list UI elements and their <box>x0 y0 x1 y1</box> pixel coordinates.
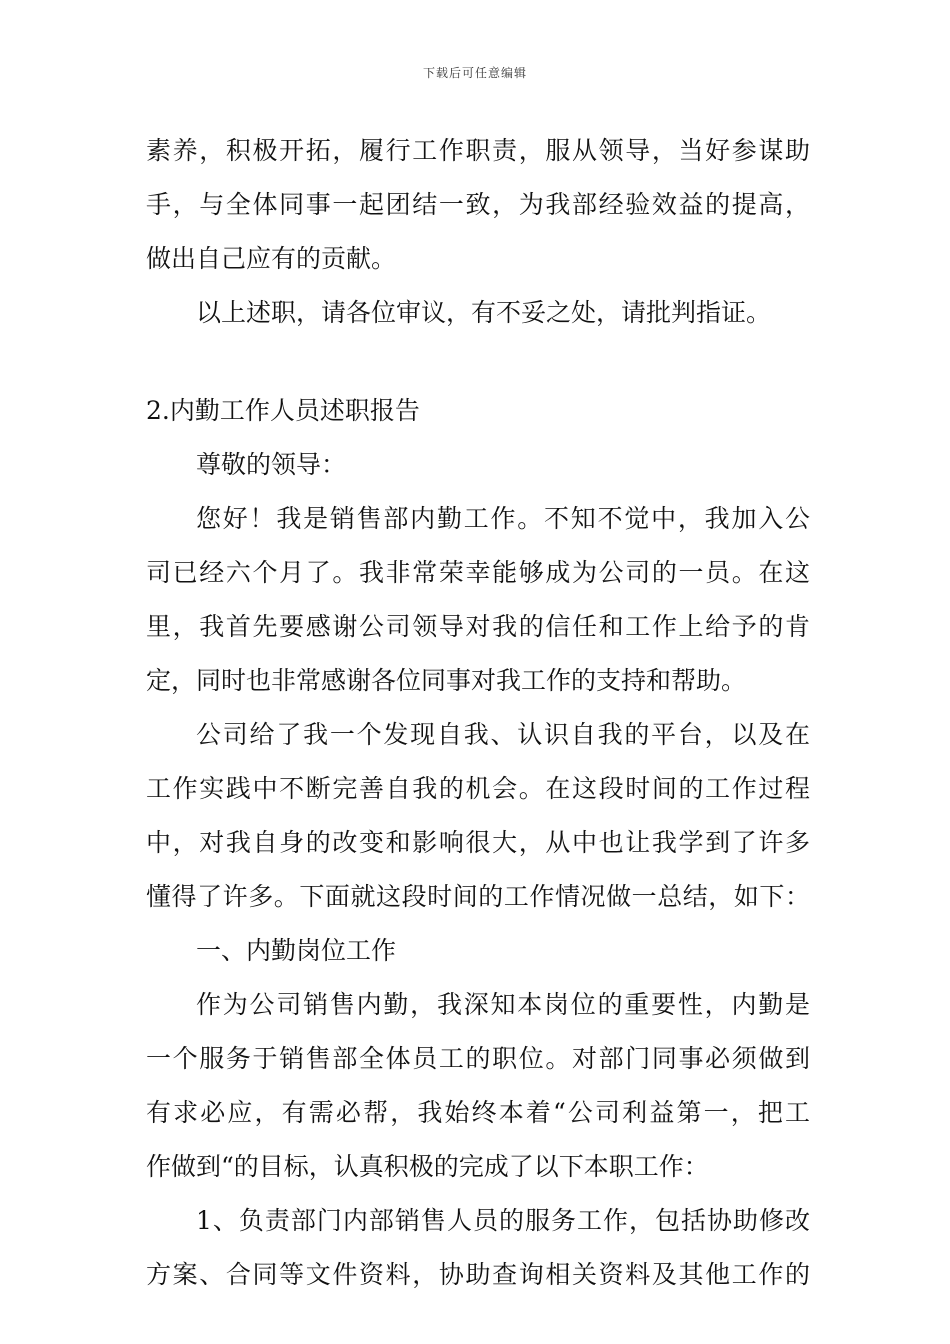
document-body <box>146 124 810 1302</box>
subsection-heading: 一、内勤岗位工作 <box>196 936 397 965</box>
paragraph-line: 懂得了许多。下面就这段时间的工作情况做一总结，如下： <box>146 882 810 911</box>
paragraph-line: 手，与全体同事一起团结一致，为我部经验效益的提高， <box>146 190 810 219</box>
paragraph-line: 里，我首先要感谢公司领导对我的信任和工作上给予的肯 <box>146 612 810 641</box>
paragraph-line: 作为公司销售内勤，我深知本岗位的重要性，内勤是 <box>196 990 810 1019</box>
paragraph-line: 有求必应，有需必帮，我始终本着“公司利益第一，把工 <box>146 1098 810 1127</box>
paragraph-line: 做出自己应有的贡献。 <box>146 244 397 273</box>
paragraph-line: 您好！我是销售部内勤工作。不知不觉中，我加入公 <box>196 504 810 533</box>
paragraph-line: 作做到“的目标，认真积极的完成了以下本职工作： <box>146 1152 709 1181</box>
salutation: 尊敬的领导： <box>196 450 347 479</box>
paragraph-line: 一个服务于销售部全体员工的职位。对部门同事必须做到 <box>146 1044 810 1073</box>
paragraph-line: 方案、合同等文件资料，协助查询相关资料及其他工作的 <box>146 1260 810 1289</box>
paragraph-line: 以上述职，请各位审议，有不妥之处，请批判指证。 <box>196 298 772 327</box>
section-gap <box>146 340 810 384</box>
page-header: 下载后可任意编辑 <box>422 66 527 80</box>
paragraph-line: 素养，积极开拓，履行工作职责，服从领导，当好参谋助 <box>146 136 810 165</box>
paragraph-line: 中，对我自身的改变和影响很大，从中也让我学到了许多 <box>146 828 810 857</box>
paragraph-line: 公司给了我一个发现自我、认识自我的平台，以及在 <box>196 720 810 749</box>
paragraph-line: 司已经六个月了。我非常荣幸能够成为公司的一员。在这 <box>146 558 810 587</box>
section-title: 2.内勤工作人员述职报告 <box>146 396 420 425</box>
paragraph-line: 工作实践中不断完善自我的机会。在这段时间的工作过程 <box>146 774 810 803</box>
paragraph-line: 1、负责部门内部销售人员的服务工作，包括协助修改 <box>196 1206 810 1235</box>
paragraph-line: 定，同时也非常感谢各位同事对我工作的支持和帮助。 <box>146 666 747 695</box>
